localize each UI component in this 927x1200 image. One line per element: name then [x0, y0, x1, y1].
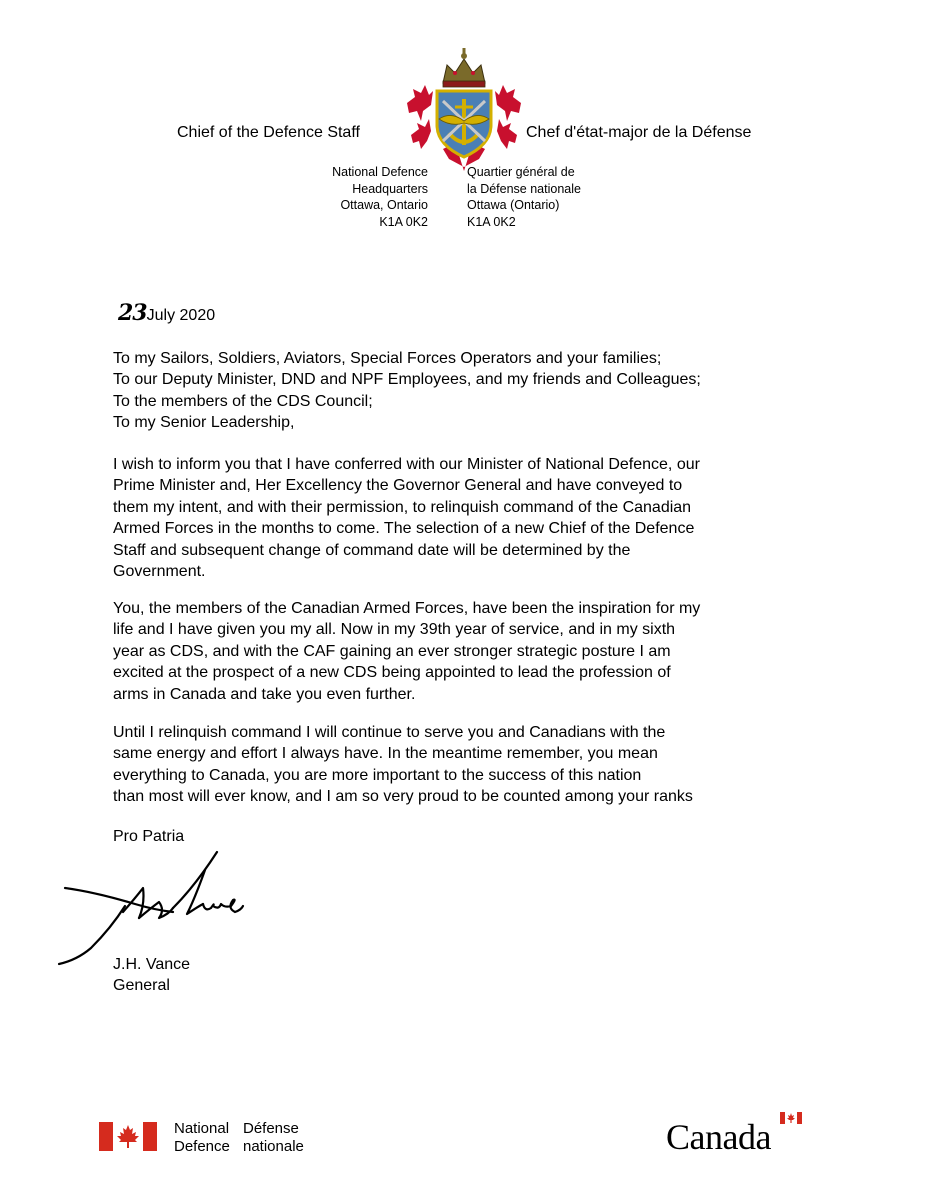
letter-date [118, 300, 215, 326]
paragraph-line: You, the members of the Canadian Armed Forces, have been the inspiration for my [113, 600, 701, 617]
wordmark-flag-icon [780, 1112, 802, 1124]
handwritten-day: 23 [118, 300, 147, 326]
fip-english [174, 1120, 230, 1156]
paragraph-line: them my intent, and with their permission, to relinquish command of the Canadian [113, 498, 692, 516]
salutation-line: To my Senior Leadership, [113, 414, 295, 432]
paragraph-line: Prime Minister and, Her Excellency the Governor General and have conveyed to [113, 477, 683, 495]
left-title: Chief of the Defence Staff [177, 124, 360, 141]
address-line: Ottawa (Ontario) [467, 198, 560, 212]
paragraph-line: same energy and effort I always have. In the meantime remember, you mean [113, 745, 658, 763]
salutation-line: To my Sailors, Soldiers, Aviators, Special Forces Operators and your families; [113, 350, 662, 367]
paragraph-line: life and I have given you my all. Now in my 39th year of service, and in my sixth [113, 621, 676, 639]
caf-badge-icon [403, 45, 525, 173]
paragraph-line: Government. [113, 563, 206, 581]
closing: Pro Patria [113, 828, 185, 845]
paragraph-line: I wish to inform you that I have conferred with our Minister of National Defence, our [113, 456, 700, 473]
address-french [467, 164, 581, 230]
paragraph-line: arms in Canada and take you even further. [113, 685, 416, 703]
paragraph-line: year as CDS, and with the CAF gaining an ever stronger strategic posture I am [113, 642, 671, 660]
right-title: Chef d'état-major de la Défense [526, 124, 752, 141]
fip-line: Defence [174, 1138, 230, 1155]
body-paragraph-1 [113, 454, 833, 582]
wordmark-text: Canada [666, 1117, 771, 1157]
signatory-rank: General [113, 977, 170, 994]
address-line: K1A 0K2 [379, 214, 428, 229]
paragraph-line: Armed Forces in the months to come. The selection of a new Chief of the Defence [113, 520, 695, 538]
address-line: K1A 0K2 [467, 214, 516, 229]
handwritten-signature-icon [55, 848, 245, 968]
address-english [332, 164, 428, 230]
salutation-line: To our Deputy Minister, DND and NPF Employees, and my friends and Colleagues; [113, 371, 701, 389]
paragraph-line: excited at the prospect of a new CDS being appointed to lead the profession of [113, 664, 671, 682]
paragraph-line: than most will ever know, and I am so very proud to be counted among your ranks [113, 788, 693, 806]
canada-wordmark [666, 1112, 806, 1156]
address-line: Ottawa, Ontario [340, 198, 428, 212]
salutation-line: To the members of the CDS Council; [113, 392, 373, 410]
address-line: Headquarters [352, 181, 428, 196]
body-paragraph-2 [113, 598, 833, 705]
fip-line: Défense [243, 1120, 299, 1137]
fip-line: National [174, 1120, 230, 1137]
paragraph-line: Until I relinquish command I will continue to serve you and Canadians with the [113, 724, 666, 741]
fip-line: nationale [243, 1138, 304, 1155]
salutation [113, 348, 833, 434]
signatory-name: J.H. Vance [113, 956, 191, 973]
body-paragraph-3 [113, 722, 833, 808]
month-year: July 2020 [146, 307, 216, 324]
address-line: National Defence [332, 165, 428, 179]
canada-flag-icon [99, 1122, 157, 1151]
fip-french [243, 1120, 304, 1156]
address-line: Quartier général de [467, 165, 575, 179]
paragraph-line: Staff and subsequent change of command date will be determined by the [113, 541, 631, 559]
address-line: la Défense nationale [467, 181, 581, 196]
paragraph-line: everything to Canada, you are more important to the success of this nation [113, 766, 642, 784]
